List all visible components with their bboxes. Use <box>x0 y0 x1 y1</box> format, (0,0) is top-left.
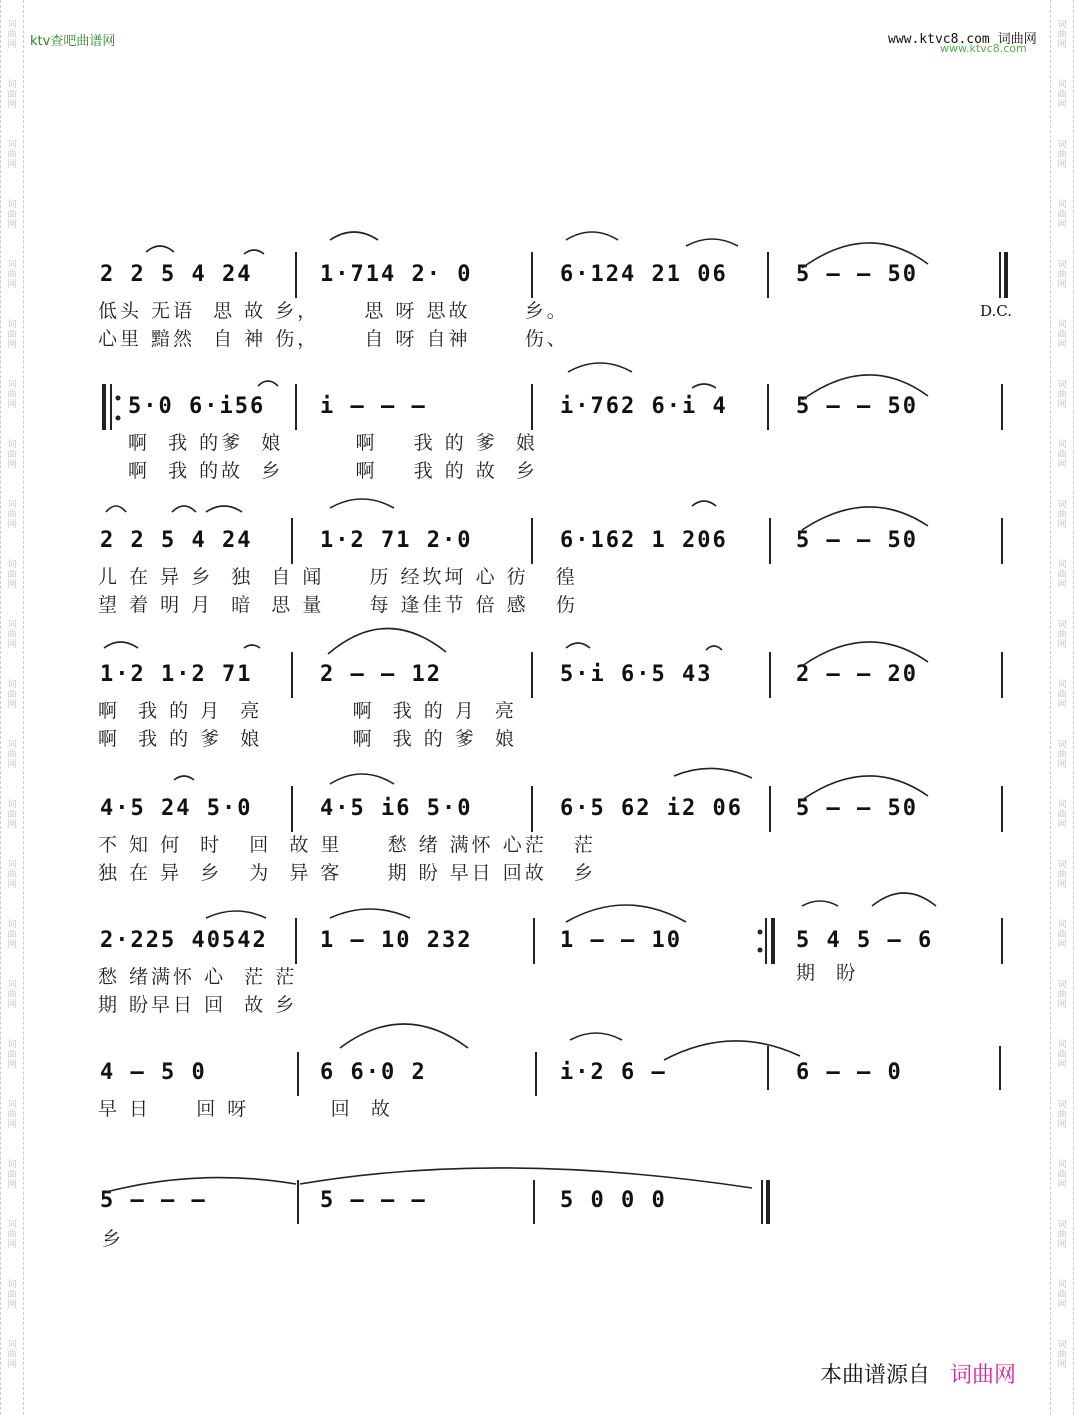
watermark-text: 词 曲 网 <box>7 980 17 1010</box>
watermark-text: 词 曲 网 <box>1057 440 1067 470</box>
watermark-text: 词 曲 网 <box>7 80 17 110</box>
slur <box>692 501 716 506</box>
lyric-verse-2: 啊 我 的故 乡 啊 我 的 故 乡 <box>128 460 538 482</box>
measure: i·2 6 – <box>560 1060 667 1085</box>
slur <box>686 239 738 246</box>
lyric-verse-1: 愁 绪满怀 心 茫 茫 <box>98 966 298 988</box>
watermark-text: 词 曲 网 <box>1057 1100 1067 1130</box>
watermark-text: 词 曲 网 <box>7 680 17 710</box>
measure: 5 0 0 0 <box>560 1188 667 1213</box>
site-brand[interactable]: 词曲网 <box>997 32 1037 47</box>
lyric-verse-1: 啊 我 的 月 亮 啊 我 的 月 亮 <box>98 700 517 722</box>
watermark-text: 词 曲 网 <box>7 440 17 470</box>
watermark-text: 词 曲 网 <box>7 140 17 170</box>
measure: 5 – – 50 <box>796 262 918 287</box>
watermark-text: 词 曲 网 <box>1057 320 1067 350</box>
watermark-text: 词 曲 网 <box>7 200 17 230</box>
slur <box>300 1168 752 1188</box>
site-logo-left[interactable]: ktv查吧曲谱网 <box>30 34 116 49</box>
watermark-text: 词 曲 网 <box>1057 1220 1067 1250</box>
measure: 4·5 i6 5·0 <box>320 796 473 821</box>
measure: 5 – – 50 <box>796 394 918 419</box>
measure: 2 2 5 4 24 <box>100 262 253 287</box>
watermark-text: 词 曲 网 <box>7 1340 17 1370</box>
repeat-dot <box>758 930 763 935</box>
slur <box>330 499 394 508</box>
lyric-verse-2: 啊 我 的 爹 娘 啊 我 的 爹 娘 <box>98 728 517 750</box>
measure: 2 – – 12 <box>320 662 442 687</box>
watermark-text: 词 曲 网 <box>7 1280 17 1310</box>
watermark-text: 词 曲 网 <box>7 500 17 530</box>
slur <box>330 774 394 784</box>
watermark-text: 词 曲 网 <box>1057 620 1067 650</box>
lyric-verse-1: 不 知 何 时 回 故 里 愁 绪 满怀 心茫 茫 <box>98 834 596 856</box>
slur <box>802 375 928 400</box>
slur <box>566 232 618 240</box>
repeat-dot <box>116 416 121 421</box>
watermark-text: 词 曲 网 <box>7 320 17 350</box>
watermark-text: 词 曲 网 <box>1057 1040 1067 1070</box>
watermark-text: 词 曲 网 <box>7 20 17 50</box>
slur <box>802 642 928 666</box>
watermark-text: 词 曲 网 <box>1057 680 1067 710</box>
measure: 5·0 6·i56 <box>128 394 266 419</box>
slur <box>106 506 126 512</box>
slur <box>570 1033 622 1040</box>
slur <box>328 628 446 654</box>
repeat-dot <box>758 948 763 953</box>
dc-marker: D.C. <box>980 302 1012 320</box>
watermark-text: 词 曲 网 <box>7 380 17 410</box>
lyric-verse-2: 望 着 明 月 暗 思 量 每 逢佳节 倍 感 伤 <box>98 594 578 616</box>
measure: 4·5 24 5·0 <box>100 796 253 821</box>
lyric-ending: 期 盼 <box>796 962 859 984</box>
measure: 5 – – – <box>100 1188 207 1213</box>
slur <box>244 645 260 648</box>
watermark-text: 词 曲 网 <box>1057 140 1067 170</box>
slur <box>802 776 928 800</box>
watermark-text: 词 曲 网 <box>7 920 17 950</box>
watermark-text: 词 曲 网 <box>1057 740 1067 770</box>
measure: 6·5 62 i2 06 <box>560 796 743 821</box>
lyric-verse-2: 期 盼早日 回 故 乡 <box>98 994 298 1016</box>
source-footer <box>820 1358 1016 1389</box>
slur <box>146 246 174 252</box>
watermark-text: 词 曲 网 <box>1057 860 1067 890</box>
measure: 2 – – 20 <box>796 662 918 687</box>
slur <box>692 384 716 388</box>
watermark-text: 词 曲 网 <box>7 620 17 650</box>
lyric-verse-2: 心里 黯然 自 神 伤， 自 呀 自神 伤、 <box>98 328 569 350</box>
slur <box>172 506 196 512</box>
slur <box>674 768 752 778</box>
slur <box>104 642 138 648</box>
measure: 5 – – 50 <box>796 528 918 553</box>
watermark-text: 词 曲 网 <box>7 1040 17 1070</box>
slur <box>174 776 194 780</box>
slur <box>664 1041 800 1060</box>
measure: 5 4 5 – 6 <box>796 928 934 953</box>
watermark-text: 词 曲 网 <box>1057 1280 1067 1310</box>
measure: i – – – <box>320 394 427 419</box>
source-brand[interactable]: 词曲网 <box>950 1363 1017 1388</box>
measure: 6 – – 0 <box>796 1060 903 1085</box>
watermark-text: 词 曲 网 <box>1057 1160 1067 1190</box>
slur <box>706 646 722 650</box>
repeat-dot <box>116 396 121 401</box>
watermark-text: 词 曲 网 <box>1057 200 1067 230</box>
measure: 1·2 71 2·0 <box>320 528 473 553</box>
measure: 1·714 2· 0 <box>320 262 473 287</box>
measure: 4 – 5 0 <box>100 1060 207 1085</box>
lyric-verse-1: 乡 <box>102 1228 125 1250</box>
watermark-text: 词 曲 网 <box>7 1100 17 1130</box>
site-url-overlay: www.ktvc8.com <box>940 42 1027 55</box>
lyric-verse-1: 低头 无语 思 故 乡， 思 呀 思故 乡。 <box>98 300 569 322</box>
slur <box>802 243 928 268</box>
watermark-text: 词 曲 网 <box>7 860 17 890</box>
measure: i·762 6·i 4 <box>560 394 728 419</box>
slur <box>566 643 590 648</box>
watermark-text: 词 曲 网 <box>7 560 17 590</box>
slur <box>566 905 686 922</box>
watermark-text: 词 曲 网 <box>1057 800 1067 830</box>
slur <box>106 1178 296 1192</box>
source-label: 本曲谱源自 <box>820 1363 931 1388</box>
lyric-verse-2: 独 在 异 乡 为 异 客 期 盼 早日 回故 乡 <box>98 862 596 884</box>
lyric-verse-1: 早 日 回 呀 回 故 <box>98 1098 393 1120</box>
measure: 1 – – 10 <box>560 928 682 953</box>
slur <box>802 901 838 906</box>
measure: 6·162 1 206 <box>560 528 728 553</box>
slur <box>206 506 242 512</box>
measure: 6 6·0 2 <box>320 1060 427 1085</box>
watermark-text: 词 曲 网 <box>1057 920 1067 950</box>
measure: 5 – – – <box>320 1188 427 1213</box>
site-url[interactable]: www.ktvc8.com <box>888 32 990 47</box>
slur <box>872 893 936 906</box>
watermark-text: 词 曲 网 <box>7 740 17 770</box>
watermark-text: 词 曲 网 <box>1057 500 1067 530</box>
slur <box>244 250 264 254</box>
watermark-text: 词 曲 网 <box>7 1220 17 1250</box>
measure: 1·2 1·2 71 <box>100 662 253 687</box>
watermark-text: 词 曲 网 <box>1057 980 1067 1010</box>
watermark-text: 词 曲 网 <box>7 260 17 290</box>
measure: 2·225 40542 <box>100 928 268 953</box>
lyric-verse-1: 儿 在 异 乡 独 自 闻 历 经坎坷 心 彷 徨 <box>98 566 578 588</box>
watermark-text: 词 曲 网 <box>1057 260 1067 290</box>
lyric-verse-1: 啊 我 的爹 娘 啊 我 的 爹 娘 <box>128 432 538 454</box>
measure: 5·i 6·5 43 <box>560 662 713 687</box>
watermark-text: 词 曲 网 <box>7 800 17 830</box>
measure: 6·124 21 06 <box>560 262 728 287</box>
slur <box>568 363 632 372</box>
slur <box>330 232 378 240</box>
slur <box>206 911 266 918</box>
watermark-text: 词 曲 网 <box>1057 20 1067 50</box>
slur <box>340 1024 468 1048</box>
slur <box>330 909 410 918</box>
watermark-text: 词 曲 网 <box>1057 80 1067 110</box>
measure: 2 2 5 4 24 <box>100 528 253 553</box>
measure: 5 – – 50 <box>796 796 918 821</box>
watermark-text: 词 曲 网 <box>1057 380 1067 410</box>
watermark-text: 词 曲 网 <box>7 1160 17 1190</box>
measure: 1 – 10 232 <box>320 928 473 953</box>
slur <box>258 381 278 386</box>
watermark-text: 词 曲 网 <box>1057 1340 1067 1370</box>
slur <box>802 507 928 530</box>
watermark-text: 词 曲 网 <box>1057 560 1067 590</box>
